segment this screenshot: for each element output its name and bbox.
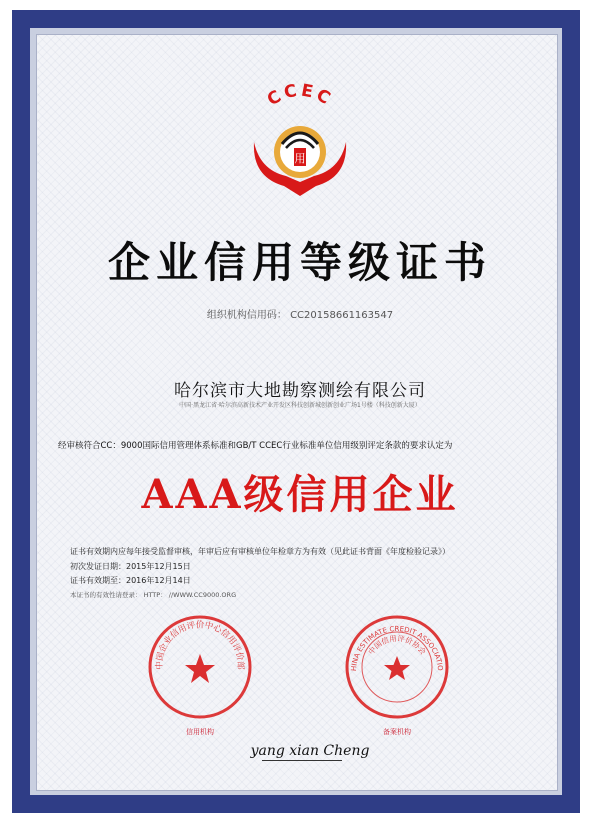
left-seal-label: 信用机构 <box>186 728 214 736</box>
first-issue-date: 初次发证日期：2015年12月15日 <box>70 562 191 571</box>
company-name: 哈尔滨市大地勘察测绘有限公司 <box>174 381 426 401</box>
left-seal <box>145 612 255 722</box>
right-seal-label: 备案机构 <box>383 728 411 736</box>
org-code: 组织机构信用码： CC20158661163547 <box>206 310 394 321</box>
signature: yang xian Cheng <box>250 743 370 759</box>
ccec-logo <box>234 82 366 204</box>
certification-basis: 经审核符合CC：9000国际信用管理体系标准和GB/T CCEC行业标准单位信用级别评定条款的要求认定为 <box>58 441 453 451</box>
left-seal-ring-text: 中国企业信用评价中心信用评价部 <box>154 620 246 670</box>
validity-note: 证书有效期内应每年接受监督审核，年审后应有审核单位年检章方为有效（见此证书背面《年度检验记录》） <box>70 547 450 556</box>
credit-rating: AAA级信用企业 <box>141 471 459 518</box>
company-address: 中国·黑龙江省·哈尔滨高新技术产业开发区科技创新城创新创业广场1号楼（科技创新大厦） <box>179 402 421 409</box>
logo-center-char: 用 <box>294 152 306 165</box>
signature-underline <box>262 760 342 761</box>
certificate-title: 企业信用等级证书 <box>107 238 492 287</box>
svg-text:CCEC <box>264 82 336 110</box>
right-seal <box>342 612 452 722</box>
verification-url: 本证书的有效性请登录： HTTP： //WWW.CC9000.ORG <box>70 591 237 599</box>
right-seal-ring-text: HINA ESTIMATE CREDIT ASSOCIATIO <box>349 624 445 672</box>
right-seal-inner-text: 中国信用评价协会 <box>366 633 428 657</box>
expiry-date: 证书有效期至：2016年12月14日 <box>70 576 191 585</box>
logo-text: CCEC <box>263 82 337 111</box>
